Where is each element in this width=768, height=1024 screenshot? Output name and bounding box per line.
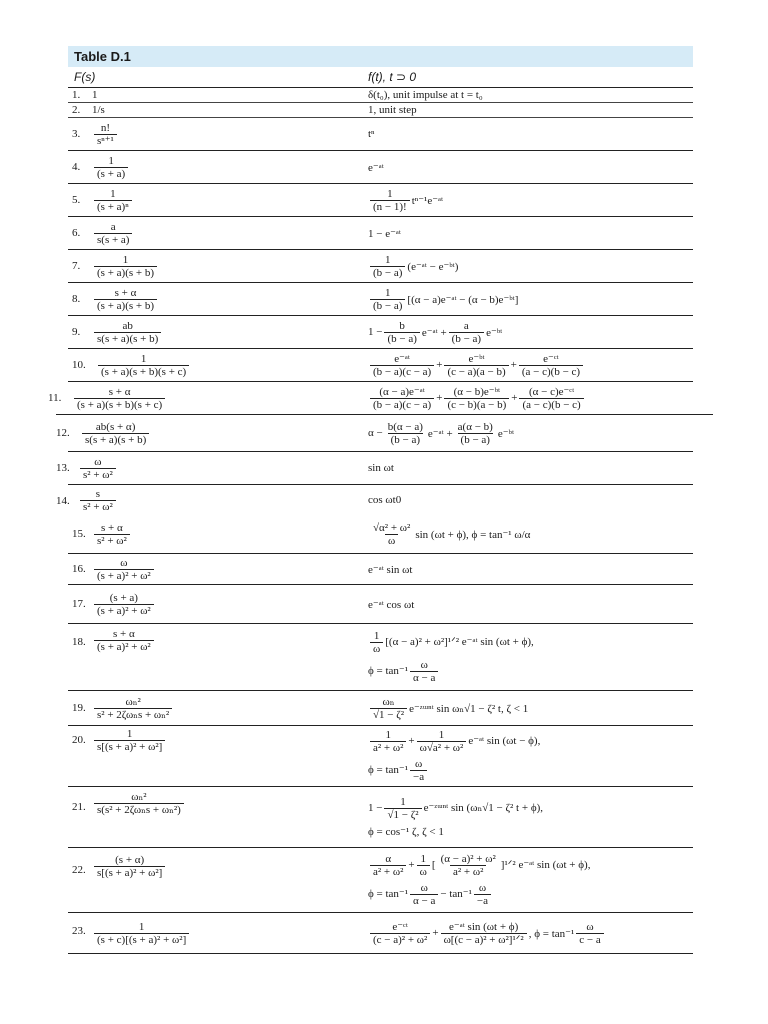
fraction [370,287,405,312]
formula-text: (s + a) [94,167,128,180]
transform-cell [96,349,191,381]
formula-text: (s + a)ⁿ [94,200,132,213]
formula-text: e⁻ᶻᵚⁿᵗ sin ωₙ√1 − ζ² t, ζ < 1 [409,702,529,715]
transform-cell [92,554,156,584]
formula-text: 15. [72,528,86,540]
formula-text: 14. [56,495,70,507]
time-function-cell [368,787,543,847]
fraction [444,386,509,411]
table-row [68,585,693,624]
formula-text: (b − a) [370,299,405,312]
time-function-cell [368,691,528,725]
formula-text: (b − a) [449,332,484,345]
fraction [441,921,527,946]
fraction [94,188,132,213]
time-function-cell [368,485,401,515]
formula-text: a² + ω² [370,741,406,754]
table-row [68,103,693,118]
table-row [68,515,693,554]
table-row [68,184,693,217]
formula-text: (α − b)e⁻ᵇᵗ [453,385,501,398]
time-function-cell [368,316,502,348]
formula-text: 5. [72,194,81,206]
formula-text: e⁻ᵃᵗ [394,352,411,365]
formula-text: 1 [140,352,147,365]
formula-text: 1 [126,728,133,740]
formula-text: (b − a) [370,266,405,279]
formula-text: 18. [72,636,86,648]
formula-text: ω [478,882,487,894]
formula-text: √1 − ζ² [384,808,421,821]
formula-text: 4. [72,161,81,173]
formula-text: 3. [72,128,81,140]
formula-text: s(s + a)(s + b) [82,433,149,446]
formula-text: [(α − a)e⁻ᵃᵗ − (α − b)e⁻ᵇᵗ] [407,293,519,306]
transform-cell [92,250,159,282]
formula-text: (s + a)(s + b)(s + c) [98,365,189,378]
formula-text: s² + ω² [94,534,130,547]
transform-cell [92,515,132,553]
formula-text: ω [414,758,423,770]
fraction [80,456,116,481]
formula-text: (s + α) [115,854,145,866]
transform-cell [92,787,186,851]
fraction [94,287,157,312]
formula-text: −a [410,770,427,783]
operator-text: + [436,359,443,371]
table-row [68,283,693,316]
formula-text: s [95,487,101,500]
transform-cell [78,485,118,515]
formula-text: e⁻ᶻᵚⁿᵗ sin (ωₙ√1 − ζ² t + ϕ), [423,802,544,815]
formula-text: ω [120,556,128,569]
formula-text: 1 [385,729,391,741]
fraction [94,921,189,946]
formula-text: ω [586,920,594,933]
formula-text: α − a [410,894,438,907]
formula-text: a(α − b) [457,420,493,433]
formula-text: , ϕ = tan⁻¹ [528,927,575,940]
time-function-cell [368,554,412,584]
formula-text: 1. [72,89,81,101]
formula-text: 20. [72,734,86,746]
formula-text: 1 − [368,326,383,338]
table-row [68,88,693,103]
formula-text: α [385,853,392,865]
formula-text: (c − a)² + ω² [370,933,430,946]
formula-text: ω [385,534,398,547]
formula-text: 1 [384,286,391,299]
fraction [384,796,421,821]
table-row [56,485,693,515]
table-row [68,848,693,913]
time-function-cell [368,103,417,117]
table-row [68,691,693,726]
formula-text: (b − a)(c − a) [370,365,434,378]
formula-text: ω [417,865,430,878]
fraction [94,791,184,816]
formula-text: ϕ = tan⁻¹ [368,665,409,678]
transform-cell [92,283,159,315]
transform-cell [92,88,98,102]
formula-text: ω√a² + ω² [417,741,467,754]
fraction [385,421,426,446]
formula-text: (α − a)e⁻ᵃᵗ [379,385,425,398]
formula-text: (c − b)(a − b) [444,398,509,411]
formula-stack [368,729,540,783]
formula-text: α − a [410,671,438,684]
formula-text: s + α [112,628,135,640]
formula-text: sin (ωt + ϕ), ϕ = tan⁻¹ ω/α [415,528,531,541]
formula-text: e⁻ᵇᵗ [486,326,503,339]
formula-text: 23. [72,925,86,937]
formula-text: ]¹ᐟ² e⁻ᵃᵗ sin (ωt + ϕ), [500,859,591,872]
formula-text: 21. [72,801,86,813]
formula-text: a [463,319,469,332]
formula-text: e⁻ᵃᵗ cos ωt [368,598,415,611]
table-row [68,913,693,954]
formula-text: cos ωt0 [368,494,402,506]
fraction [94,854,165,879]
formula-text: s(s² + 2ζωₙs + ωₙ²) [94,803,184,816]
formula-text: ab(s + α) [95,420,136,433]
fraction [370,353,434,378]
formula-text: (s + a)(s + b) [94,266,157,279]
formula-text: √1 − ζ² [370,708,407,721]
time-function-cell [368,151,384,183]
transform-cell [92,848,167,918]
formula-text: 1, unit step [368,104,417,116]
fraction [94,628,154,653]
formula-text: a² + ω² [450,865,486,878]
table-d1 [48,46,693,954]
fraction [370,630,383,655]
formula-text: ω[(c − a)² + ω²]¹ᐟ² [441,933,527,946]
operator-text: [ [431,859,436,872]
header-fs: F(s) [74,70,96,84]
operator-text: + [408,735,415,748]
time-function-cell [368,184,443,216]
time-function-cell [368,515,530,553]
table-row [68,217,693,250]
formula-text: a [110,220,116,233]
formula-text: ab [122,319,133,332]
formula-text: (n − 1)! [370,200,410,213]
fraction [410,882,438,907]
formula-text: (a − c)(b − c) [519,398,583,411]
formula-text: 1 [138,920,145,933]
time-function-cell [368,250,458,282]
formula-text: (b − a) [388,433,423,446]
formula-text: 1 [400,796,406,808]
table-row [68,624,693,691]
formula-text: s + α [101,521,123,534]
fraction [370,853,406,878]
transform-cell [92,103,105,117]
fraction [98,353,189,378]
formula-text: s(s + a) [94,233,132,246]
operator-text: + [436,392,443,404]
formula-text: (c − a)(a − b) [444,365,508,378]
time-function-cell [368,585,414,623]
transform-cell [92,726,167,788]
formula-text: 1 [438,729,445,741]
time-function-cell [368,283,518,315]
fraction [519,386,583,411]
time-function-cell [368,452,394,484]
formula-text: s² + 2ζωₙs + ωₙ² [94,708,172,721]
formula-text: 12. [56,427,70,439]
table-header [68,67,693,88]
formula-text: ϕ = cos⁻¹ ζ, ζ < 1 [368,826,444,838]
formula-text: (b − a)(c − a) [370,398,434,411]
formula-text: (s + a)(s + b) [94,299,157,312]
fraction [519,353,583,378]
formula-text: (s + a) [109,591,138,604]
fraction [74,386,165,411]
operator-text: + [408,859,415,872]
formula-text: 13. [56,462,70,474]
formula-text: sⁿ⁺¹ [94,134,117,147]
formula-text: ω [94,455,102,468]
fraction [94,320,161,345]
formula-text: 19. [72,702,86,714]
formula-text: 6. [72,227,81,239]
formula-text: e⁻ᵃᵗ + [421,326,447,339]
formula-text: (b − a) [384,332,419,345]
fraction [449,320,484,345]
formula-text: 1 [122,253,129,266]
time-function-cell [368,217,401,249]
transform-cell [92,585,156,623]
formula-text: δ(t₀), unit impulse at t = t₀ [368,89,483,101]
formula-text: 22. [72,864,86,876]
formula-text: 10. [72,359,86,371]
fraction [94,696,172,721]
time-function-cell [368,848,590,912]
fraction [438,853,499,878]
formula-text: s² + ω² [80,500,116,513]
formula-text: tⁿ [368,128,375,140]
formula-text: (b − a) [458,433,493,446]
formula-text: 1 [373,630,380,642]
formula-text: e⁻ᵃᵗ + [427,427,453,440]
table-row [68,118,693,151]
formula-text: 1 [387,187,393,200]
formula-text: c − a [576,933,603,946]
table-row [68,554,693,585]
fraction [384,320,419,345]
formula-text: (s + c)[(s + a)² + ω²] [94,933,189,946]
transform-cell [72,382,167,414]
formula-text: e⁻ᵇᵗ [497,427,515,440]
transform-cell [92,217,134,249]
fraction [94,592,154,617]
transform-cell [92,118,119,150]
transform-cell [92,624,156,694]
formula-text: (s + a)² + ω² [94,569,154,582]
transform-cell [92,316,163,348]
formula-text: 11. [48,392,62,404]
fraction [417,853,430,878]
formula-text: 17. [72,598,86,610]
formula-text: 16. [72,563,86,575]
formula-text: (s + a)² + ω² [94,604,154,617]
formula-text: e⁻ᶜᵗ [543,352,559,365]
formula-text: e⁻ᶜᵗ [392,920,408,933]
transform-cell [80,415,151,451]
table-row [68,250,693,283]
time-function-cell [368,382,586,414]
fraction [94,155,128,180]
formula-text: 1 [420,853,427,865]
fraction [455,421,496,446]
formula-text: 8. [72,293,81,305]
formula-text: 1 [110,187,116,200]
formula-text: s[(s + a)² + ω²] [94,866,165,879]
formula-text: s² + ω² [80,468,116,481]
fraction [82,421,149,446]
fraction [370,522,413,547]
formula-text: e⁻ᵇᵗ [468,352,485,365]
fraction [94,254,157,279]
formula-text: s + α [108,385,131,398]
fraction [80,488,116,513]
formula-text: s(s + a)(s + b) [94,332,161,345]
time-function-cell [368,726,540,786]
formula-text: 9. [72,326,81,338]
formula-text: tⁿ⁻¹e⁻ᵃᵗ [411,194,444,207]
time-function-cell [368,415,514,451]
formula-text: − tan⁻¹ [440,888,472,901]
fraction [94,221,132,246]
formula-text: e⁻ᵃᵗ sin (ωt + ϕ) [449,920,519,933]
formula-text: (α − c)e⁻ᶜᵗ [528,385,575,398]
fraction [474,882,491,907]
formula-text: ω [370,642,383,655]
table-row [68,316,693,349]
formula-stack [368,630,534,684]
table-row [68,726,693,787]
formula-text: b [399,319,405,332]
table-row [68,151,693,184]
fraction [444,353,508,378]
formula-stack [368,853,590,907]
fraction [370,188,410,213]
formula-text: (s + a)(s + b)(s + c) [74,398,165,411]
formula-text: e⁻ᵃᵗ sin ωt [368,563,413,576]
formula-text: −a [474,894,491,907]
formula-text: e⁻ᵃᵗ [368,161,384,174]
fraction [94,557,154,582]
fraction [417,729,467,754]
fraction [370,696,407,721]
formula-text: √α² + ω² [373,521,411,534]
formula-text: (e⁻ᵃᵗ − e⁻ᵇᵗ) [407,260,459,273]
formula-text: s[(s + a)² + ω²] [94,740,165,753]
table-row [68,787,693,848]
fraction [370,921,430,946]
fraction [410,659,438,684]
formula-text: 1 [108,154,114,167]
fraction [370,386,434,411]
time-function-cell [368,624,534,690]
formula-text: [(α − a)² + ω²]¹ᐟ² e⁻ᵃᵗ sin (ωt + ϕ), [385,636,534,649]
operator-text: + [510,359,517,371]
operator-text: + [511,392,518,404]
fraction [370,254,405,279]
formula-text: 2. [72,104,81,116]
table-row [48,382,713,415]
formula-text: 1 [92,89,98,101]
fraction [94,728,165,753]
formula-text: a² + ω² [370,865,406,878]
formula-text: n! [100,121,111,134]
formula-stack [368,796,543,838]
transform-cell [92,913,191,953]
formula-text: ϕ = tan⁻¹ [368,888,409,901]
transform-cell [92,691,174,725]
formula-text: 7. [72,260,81,272]
time-function-cell [368,349,585,381]
formula-text: ω [420,882,428,894]
time-function-cell [368,118,375,150]
time-function-cell [368,913,606,953]
formula-text: 1 − [368,802,383,815]
table-row [56,452,693,485]
formula-text: s + α [114,286,137,299]
formula-text: 1 − e⁻ᵃᵗ [368,227,402,240]
formula-text: ϕ = tan⁻¹ [368,764,409,777]
time-function-cell [368,88,483,102]
formula-text: α − [368,427,383,439]
formula-text: (a − c)(b − c) [519,365,583,378]
fraction [370,729,406,754]
formula-text: 1/s [92,104,105,116]
fraction [410,758,427,783]
header-ft: f(t), t ⊃ 0 [368,70,417,84]
formula-text: ωₙ² [131,791,147,803]
formula-text: 1 [384,253,391,266]
formula-text: (s + a)² + ω² [94,640,154,653]
operator-text: + [432,927,439,939]
transform-cell [92,151,130,183]
formula-text: b(α − a) [387,420,423,433]
formula-text: ωₙ² [125,695,141,708]
fraction [576,921,603,946]
formula-text: e⁻ᵃᵗ sin (ωt − ϕ), [468,735,541,748]
formula-text: ω [420,659,428,671]
formula-text: (α − a)² + ω² [440,853,496,865]
transform-cell [92,184,134,216]
fraction [94,522,130,547]
formula-text: ωₙ [382,695,395,708]
table-title: Table D.1 [68,46,693,67]
formula-text: sin ωt [368,462,394,474]
fraction [94,122,117,147]
table-row [68,349,693,382]
table-row [56,415,693,452]
transform-cell [78,452,118,484]
